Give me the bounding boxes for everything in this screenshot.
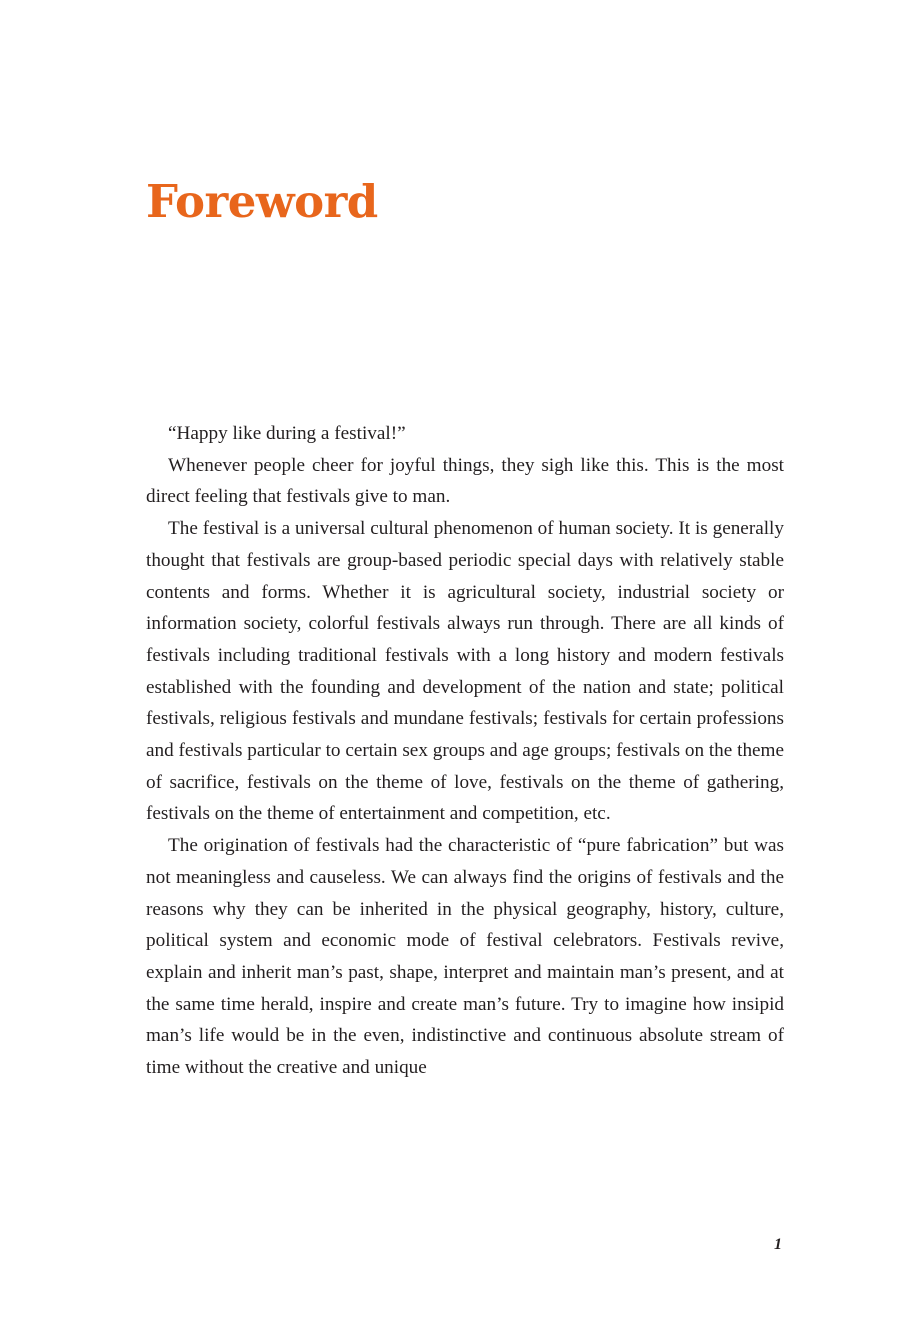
chapter-title: Foreword bbox=[146, 175, 378, 228]
page-number: 1 bbox=[774, 1236, 782, 1253]
paragraph: The festival is a universal cultural phenomenon of human society. It is generally thought that festivals are group-based periodic special days with relatively stable contents and forms. Whether it is agricultural society, industrial society or information society, colorful festivals always run through. There are all kinds of festivals including traditional festivals with a long history and modern festivals established with the founding and development of the nation and state; political festivals, religious festivals and mundane festivals; festivals for certain professions and festivals particular to certain sex groups and age groups; festivals on the theme of sacrifice, festivals on the theme of love, festivals on the theme of gathering, festivals on the theme of entertainment and competition, etc. bbox=[146, 518, 784, 825]
paragraph: “Happy like during a festival!” bbox=[168, 423, 406, 444]
paragraph: The origination of festivals had the characteristic of “pure fabrication” but was not meaningless and causeless. We can always find the origins of festivals and the reasons why they can be inherited in the physical geography, history, culture, political system and economic mode of festival celebrators. Festivals revive, explain and inherit man’s past, shape, interpret and maintain man’s present, and at the same time herald, inspire and create man’s future. Try to imagine how insipid man’s life would be in the even, indistinctive and continuous absolute stream of time without the creative and unique bbox=[146, 835, 784, 1079]
paragraph: Whenever people cheer for joyful things, they sigh like this. This is the most direct feeling that festivals give to man. bbox=[146, 454, 784, 508]
body-text bbox=[146, 418, 784, 1084]
